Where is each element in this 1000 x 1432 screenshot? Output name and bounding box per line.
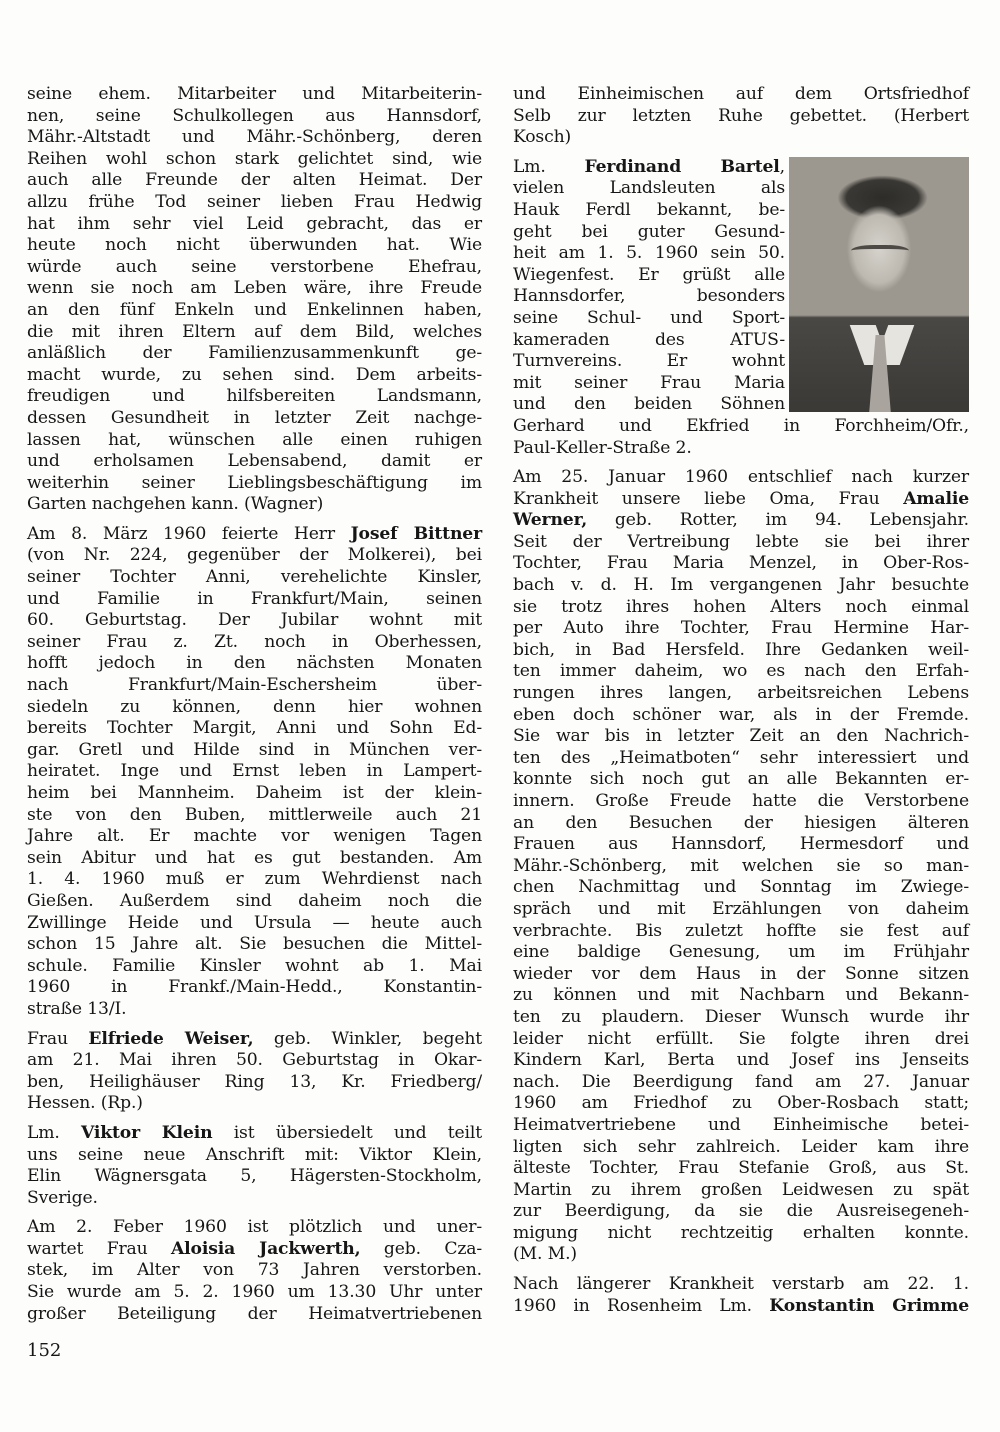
text-line: heute noch nicht überwunden hat. Wie xyxy=(27,235,482,256)
text-line: konnte sich noch gut an alle Bekannten er- xyxy=(513,769,969,790)
text-line: ten zu plaudern. Dieser Wunsch wurde ihr xyxy=(513,1006,969,1027)
text-line: Martin zu ihrem großen Leidwesen zu spät xyxy=(513,1179,969,1200)
text-line xyxy=(27,524,482,546)
text-line: chen Nachmittag und Sonntag im Zwiege- xyxy=(513,877,969,898)
text-line: mit seiner Frau Maria xyxy=(513,372,785,393)
paragraph-burial-continued xyxy=(513,84,969,149)
text-line: eine baldige Genesung, um im Frühjahr xyxy=(513,942,969,963)
text-line: Hannsdorfer, besonders xyxy=(513,286,785,307)
text-line: (M. M.) xyxy=(513,1244,577,1265)
text-line: anläßlich der Familienzusammenkunft ge- xyxy=(27,343,482,364)
text-line: heiratet. Inge und Ernst leben in Lampert- xyxy=(27,761,482,782)
text-line: schule. Familie Kinsler wohnt ab 1. Mai xyxy=(27,955,482,976)
paragraph-tribute-continued xyxy=(27,84,482,516)
text-line: kameraden des ATUS- xyxy=(513,329,785,350)
text-line: ten immer daheim, wo es nach den Erfah- xyxy=(513,661,969,682)
text-line xyxy=(27,1239,482,1261)
text-line: Am 2. Feber 1960 ist plötzlich und uner- xyxy=(27,1217,482,1238)
text-line: Zwillinge Heide und Ursula — heute auch xyxy=(27,912,482,933)
text-line xyxy=(513,510,969,532)
text-line: siedeln zu können, denn hier wohnen xyxy=(27,696,482,717)
paragraph-ferdinand-bartel xyxy=(513,157,969,459)
text-line: 1960 in Frankf./Main-Hedd., Konstantin- xyxy=(27,977,482,998)
text-line: ten des „Heimatboten“ sehr interessiert und xyxy=(513,747,969,768)
text-line: Hessen. (Rp.) xyxy=(27,1093,143,1114)
text-line: zu können und mit Nachbarn und Bekann- xyxy=(513,985,969,1006)
person-name: Ferdinand Bartel xyxy=(584,156,780,177)
text-line: bach v. d. H. Im vergangenen Jahr besuchte xyxy=(513,575,969,596)
text-line: straße 13/I. xyxy=(27,998,127,1019)
text-line: Hauk Ferdl bekannt, be- xyxy=(513,199,785,220)
text-line: 1. 4. 1960 muß er zum Wehrdienst nach xyxy=(27,869,482,890)
text-line: seiner Frau z. Zt. noch in Oberhessen, xyxy=(27,631,482,652)
text-line: lassen hat, wünschen alle einen ruhigen xyxy=(27,429,482,450)
text-line: und Familie in Frankfurt/Main, seinen xyxy=(27,588,482,609)
text-line: Frauen aus Hannsdorf, Hermesdorf und xyxy=(513,834,969,855)
text-line: bereits Tochter Margit, Anni und Sohn Ed- xyxy=(27,718,482,739)
text-line: uns seine neue Anschrift mit: Viktor Klein, xyxy=(27,1144,482,1165)
person-name: Konstantin Grimme xyxy=(769,1295,969,1316)
text-line: an den fünf Enkeln und Enkelinnen haben, xyxy=(27,299,482,320)
text-line: Jahre alt. Er machte vor wenigen Tagen xyxy=(27,826,482,847)
text-line: wenn sie noch am Leben wäre, ihre Freude xyxy=(27,278,482,299)
text-line: sie trotz ihres hohen Alters noch einmal xyxy=(513,596,969,617)
text-line: sein Abitur und hat es gut bestanden. Am xyxy=(27,847,482,868)
text-line: geht bei guter Gesund- xyxy=(513,221,785,242)
text-line: per Auto ihre Tochter, Frau Hermine Har- xyxy=(513,618,969,639)
text-run: , xyxy=(779,156,785,177)
paragraph-josef-bittner xyxy=(27,524,482,1021)
text-line: Nach längerer Krankheit verstarb am 22. 1. xyxy=(513,1274,969,1295)
text-line: Am 25. Januar 1960 entschlief nach kurzer xyxy=(513,467,969,488)
text-line: verbrachte. Bis zuletzt hoffte sie fest auf xyxy=(513,920,969,941)
text-line: Sverige. xyxy=(27,1187,98,1208)
text-line: Mähr.-Schönberg, mit welchen sie so man- xyxy=(513,855,969,876)
text-line: älteste Tochter, Frau Stefanie Groß, aus St. xyxy=(513,1158,969,1179)
paragraph-amalie-werner xyxy=(513,467,969,1266)
text-line: nach. Die Beerdigung fand am 27. Januar xyxy=(513,1071,969,1092)
page-number: 152 xyxy=(27,1340,62,1361)
text-line: die mit ihren Eltern auf dem Bild, welches xyxy=(27,321,482,342)
text-line: freudigen und hilfsbereiten Landsmann, xyxy=(27,386,482,407)
text-line: hofft jedoch in den nächsten Monaten xyxy=(27,653,482,674)
text-run: Lm. xyxy=(513,156,585,177)
text-line: Garten nachgehen kann. (Wagner) xyxy=(27,494,324,515)
text-line: Turnvereins. Er wohnt xyxy=(513,351,785,372)
text-run: Krankheit unsere liebe Oma, Frau xyxy=(513,488,904,509)
person-name: Amalie xyxy=(903,488,969,509)
text-line: nach Frankfurt/Main-Eschersheim über- xyxy=(27,675,482,696)
text-line: würde auch seine verstorbene Ehefrau, xyxy=(27,256,482,277)
text-line: weiterhin seiner Lieblingsbeschäftigung im xyxy=(27,472,482,493)
right-column xyxy=(513,84,969,1325)
text-line: Sie wurde am 5. 2. 1960 um 13.30 Uhr unter xyxy=(27,1282,482,1303)
text-line: bich, in Bad Hersfeld. Ihre Gedanken weil- xyxy=(513,639,969,660)
text-line: Tochter, Frau Maria Menzel, in Ober-Ros- xyxy=(513,553,969,574)
text-line: Reihen wohl schon stark gelichtet sind, wie xyxy=(27,148,482,169)
text-line: seine ehem. Mitarbeiter und Mitarbeiterin- xyxy=(27,84,482,104)
text-line: großer Beteiligung der Heimatvertriebenen xyxy=(27,1303,482,1324)
text-run: geb. Cza- xyxy=(360,1238,482,1259)
text-line: nen, seine Schulkollegen aus Hannsdorf, xyxy=(27,105,482,126)
text-line: und den beiden Söhnen xyxy=(513,394,785,415)
text-run: Am 8. März 1960 feierte Herr xyxy=(27,523,351,544)
text-line: schon 15 Jahre alt. Sie besuchen die Mittel- xyxy=(27,934,482,955)
text-line xyxy=(513,1296,969,1318)
portrait-photo xyxy=(789,157,969,412)
text-run: wartet Frau xyxy=(27,1238,171,1259)
text-run: Lm. xyxy=(27,1122,81,1143)
text-line: rungen ihres langen, arbeitsreichen Lebens xyxy=(513,683,969,704)
text-line xyxy=(513,157,785,179)
text-line: ben, Heilighäuser Ring 13, Kr. Friedberg/ xyxy=(27,1071,482,1092)
person-name: Elfriede Weiser, xyxy=(88,1028,254,1049)
text-line: Heimatvertriebene und Einheimische betei- xyxy=(513,1114,969,1135)
text-line: Sie war bis in letzter Zeit an den Nachrich- xyxy=(513,726,969,747)
text-line: Wiegenfest. Er grüßt alle xyxy=(513,264,785,285)
text-run: Frau xyxy=(27,1028,89,1049)
paragraph-elfriede-weiser xyxy=(27,1029,482,1115)
text-run: geb. Rotter, im 94. Lebensjahr. xyxy=(587,510,969,531)
text-line: Kosch) xyxy=(513,127,572,148)
person-name: Aloisia Jackwerth, xyxy=(170,1238,361,1259)
person-name: Josef Bittner xyxy=(350,523,482,544)
text-line: 60. Geburtstag. Der Jubilar wohnt mit xyxy=(27,610,482,631)
text-line: Paul-Keller-Straße 2. xyxy=(513,437,692,458)
text-line: heim bei Mannheim. Daheim ist der klein- xyxy=(27,783,482,803)
text-line: migung nicht rechtzeitig erhalten konnte. xyxy=(513,1222,969,1243)
text-line: zur Beerdigung, da sie die Ausreisegeneh- xyxy=(513,1201,969,1222)
left-column xyxy=(27,84,482,1333)
text-line xyxy=(27,1029,482,1051)
text-line: allzu frühe Tod seiner lieben Frau Hedwig xyxy=(27,191,482,212)
paragraph-konstantin-grimme xyxy=(513,1274,969,1317)
text-line: und Einheimischen auf dem Ortsfriedhof xyxy=(513,84,969,104)
text-line: auch alle Freunde der alten Heimat. Der xyxy=(27,170,482,191)
text-line: dessen Gesundheit in letzter Zeit nachge- xyxy=(27,407,482,428)
text-line: Gießen. Außerdem sind daheim noch die xyxy=(27,890,482,911)
text-line: Selb zur letzten Ruhe gebettet. (Herbert xyxy=(513,105,969,126)
text-line: (von Nr. 224, gegenüber der Molkerei), bei xyxy=(27,545,482,566)
text-line: wieder vor dem Haus in der Sonne sitzen xyxy=(513,963,969,984)
text-line: eben doch schöner war, als in der Fremde. xyxy=(513,704,969,725)
text-line xyxy=(27,1123,482,1145)
text-line: macht wurde, zu sehen sind. Dem arbeits- xyxy=(27,364,482,385)
text-line: leider nicht erfüllt. Sie folgte ihren drei xyxy=(513,1028,969,1049)
text-line xyxy=(513,489,969,511)
person-name: Werner, xyxy=(513,510,588,531)
text-line: hat ihm sehr viel Leid gebracht, das er xyxy=(27,213,482,234)
text-run: geb. Winkler, begeht xyxy=(253,1028,483,1049)
text-line: ste von den Buben, mittlerweile auch 21 xyxy=(27,804,482,825)
text-line: Seit der Vertreibung lebte sie bei ihrer xyxy=(513,531,969,552)
text-line: Mähr.-Altstadt und Mähr.-Schönberg, deren xyxy=(27,127,482,148)
person-name: Viktor Klein xyxy=(80,1122,213,1143)
text-line: 1960 am Friedhof zu Ober-Rosbach statt; xyxy=(513,1093,969,1114)
text-line: an den Besuchen der hiesigen älteren xyxy=(513,812,969,833)
text-line: seiner Tochter Anni, verehelichte Kinsler, xyxy=(27,567,482,588)
text-run: ist übersiedelt und teilt xyxy=(212,1122,482,1143)
text-line: heit am 1. 5. 1960 sein 50. xyxy=(513,243,785,264)
text-line: innern. Große Freude hatte die Verstorbene xyxy=(513,791,969,811)
text-run: 1960 in Rosenheim Lm. xyxy=(513,1295,770,1316)
text-line: ligten sich sehr zahlreich. Leider kam ihre xyxy=(513,1136,969,1157)
text-line: gar. Gretl und Hilde sind in München ver- xyxy=(27,739,482,760)
paragraph-viktor-klein xyxy=(27,1123,482,1209)
text-line: Elin Wägnersgata 5, Hägersten-Stockholm, xyxy=(27,1166,482,1187)
text-line: Gerhard und Ekfried in Forchheim/Ofr., xyxy=(513,415,969,436)
text-line: Kindern Karl, Berta und Josef ins Jenseits xyxy=(513,1050,969,1071)
text-line: am 21. Mai ihren 50. Geburtstag in Okar- xyxy=(27,1050,482,1071)
text-line: stek, im Alter von 73 Jahren verstorben. xyxy=(27,1260,482,1281)
text-line: und erholsamen Lebensabend, damit er xyxy=(27,451,482,472)
paragraph-aloisia-jackwerth xyxy=(27,1217,482,1325)
text-line: spräch und mit Erzählungen von daheim xyxy=(513,898,969,919)
text-line: vielen Landsleuten als xyxy=(513,178,785,199)
photo-detail xyxy=(851,245,909,259)
text-line: seine Schul- und Sport- xyxy=(513,307,785,328)
